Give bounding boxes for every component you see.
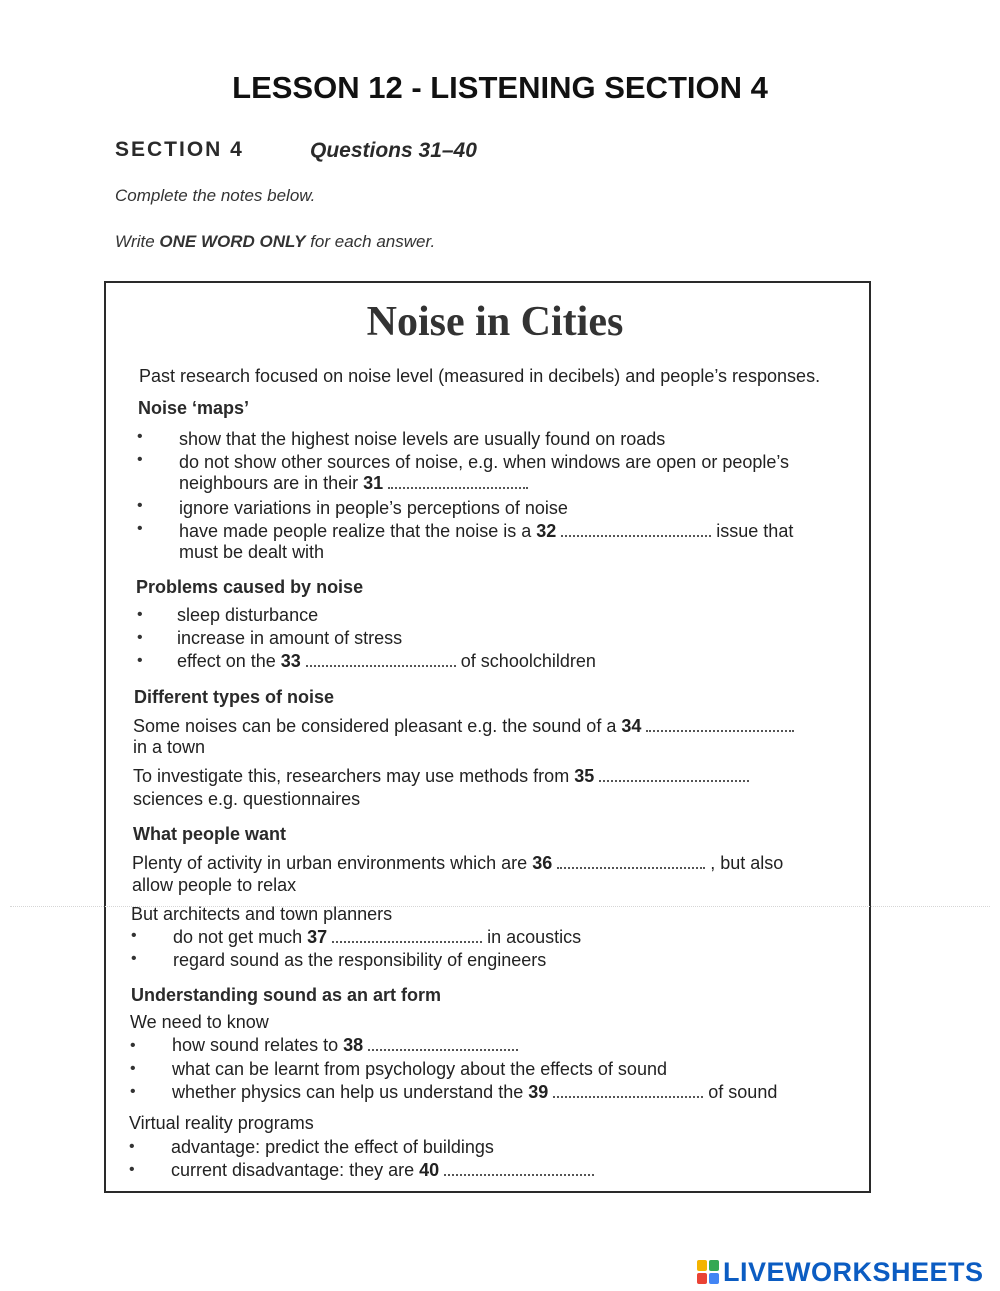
- maps-bullet-1: show that the highest noise levels are usually found on roads: [179, 429, 666, 449]
- bullet-icon: •: [131, 927, 137, 944]
- line-text: effect on the: [177, 651, 281, 671]
- section-label: SECTION 4: [115, 138, 244, 161]
- heading-want: What people want: [133, 824, 286, 844]
- instruction-text: for each answer.: [305, 232, 436, 251]
- art-bullet-3: [172, 1082, 777, 1103]
- question-number-31: 31: [363, 473, 384, 493]
- questions-label: Questions 31–40: [310, 139, 477, 162]
- question-number-32: 32: [536, 521, 557, 541]
- answer-blank-40[interactable]: [444, 1160, 594, 1176]
- instruction-word-limit: [115, 232, 435, 252]
- question-number-39: 39: [528, 1082, 549, 1102]
- want-bullet-1: [173, 927, 581, 948]
- bullet-icon: •: [137, 428, 143, 445]
- bullet-icon: •: [130, 1037, 136, 1054]
- question-number-37: 37: [307, 927, 328, 947]
- bullet-icon: •: [131, 950, 137, 967]
- line-text: do not get much: [173, 927, 308, 947]
- question-number-36: 36: [532, 853, 553, 873]
- line-text: Some noises can be considered pleasant e.g. the sound of a: [133, 716, 622, 736]
- question-number-33: 33: [280, 651, 301, 671]
- logo-tile-i: [709, 1260, 719, 1271]
- heading-problems: Problems caused by noise: [136, 577, 364, 597]
- answer-blank-37[interactable]: [332, 927, 482, 943]
- logo-tile-e: [709, 1273, 719, 1284]
- problems-bullet-3: [177, 651, 596, 672]
- art-paragraph-2: Virtual reality programs: [129, 1113, 314, 1133]
- bullet-icon: •: [137, 451, 143, 468]
- maps-bullet-3: ignore variations in people’s perceptions of noise: [179, 498, 568, 518]
- liveworksheets-brand[interactable]: [697, 1257, 984, 1287]
- types-paragraph-1: [133, 716, 794, 737]
- notes-title: Noise in Cities: [366, 299, 624, 345]
- bullet-icon: •: [130, 1083, 136, 1100]
- bullet-icon: •: [130, 1060, 136, 1077]
- answer-blank-34[interactable]: [646, 716, 794, 732]
- instruction-complete: Complete the notes below.: [115, 186, 316, 205]
- line-text: have made people realize that the noise is a: [179, 521, 537, 541]
- types-paragraph-2-cont: sciences e.g. questionnaires: [133, 789, 361, 809]
- logo-tile-v: [697, 1273, 707, 1284]
- lesson-title: LESSON 12 - LISTENING SECTION 4: [232, 70, 768, 105]
- heading-noise-maps: Noise ‘maps’: [138, 398, 250, 418]
- question-number-35: 35: [574, 766, 595, 786]
- problems-bullet-1: sleep disturbance: [177, 605, 319, 625]
- intro-text: Past research focused on noise level (measured in decibels) and people’s responses.: [139, 366, 821, 386]
- art-bullet-5: [171, 1160, 594, 1181]
- bullet-icon: •: [137, 606, 143, 623]
- line-text: of schoolchildren: [455, 651, 596, 671]
- bullet-icon: •: [129, 1161, 135, 1178]
- logo-tile-l: [697, 1260, 707, 1271]
- line-text: issue that: [711, 521, 794, 541]
- art-bullet-2: what can be learnt from psychology about the effects of sound: [172, 1059, 667, 1079]
- brand-name: LIVEWORKSHEETS: [723, 1256, 984, 1287]
- bullet-icon: •: [137, 520, 143, 537]
- maps-bullet-4-cont: must be dealt with: [179, 542, 325, 562]
- art-bullet-1: [172, 1035, 518, 1056]
- answer-blank-36[interactable]: [557, 853, 705, 869]
- want-paragraph-1: [132, 853, 783, 874]
- line-text: of sound: [703, 1082, 778, 1102]
- bullet-icon: •: [137, 629, 143, 646]
- answer-blank-31[interactable]: [388, 473, 528, 489]
- line-text: Plenty of activity in urban environments which are: [132, 853, 533, 873]
- art-bullet-4: advantage: predict the effect of buildings: [171, 1137, 494, 1157]
- answer-blank-32[interactable]: [561, 521, 711, 537]
- maps-bullet-2: do not show other sources of noise, e.g. when windows are open or people’s: [179, 452, 790, 472]
- liveworksheets-logo-icon: [697, 1260, 719, 1284]
- line-text: neighbours are in their: [179, 473, 364, 493]
- answer-blank-35[interactable]: [599, 766, 749, 782]
- heading-art-form: Understanding sound as an art form: [131, 985, 442, 1005]
- heading-types: Different types of noise: [134, 687, 335, 707]
- question-number-34: 34: [621, 716, 642, 736]
- line-text: To investigate this, researchers may use methods from: [133, 766, 575, 786]
- want-bullet-2: regard sound as the responsibility of engineers: [173, 950, 547, 970]
- maps-bullet-4: [179, 521, 793, 542]
- problems-bullet-2: increase in amount of stress: [177, 628, 403, 648]
- line-text: current disadvantage: they are: [171, 1160, 420, 1180]
- line-text: , but also: [705, 853, 784, 873]
- bullet-icon: •: [137, 652, 143, 669]
- answer-blank-39[interactable]: [553, 1082, 703, 1098]
- maps-bullet-2-cont: [179, 473, 528, 494]
- bullet-icon: •: [129, 1138, 135, 1155]
- answer-blank-33[interactable]: [306, 651, 456, 667]
- art-paragraph-1: We need to know: [130, 1012, 269, 1032]
- instruction-text: Write: [115, 232, 160, 251]
- want-paragraph-1-cont: allow people to relax: [132, 875, 297, 895]
- line-text: how sound relates to: [172, 1035, 344, 1055]
- line-text: in acoustics: [482, 927, 582, 947]
- types-paragraph-1-cont: in a town: [133, 737, 206, 757]
- bullet-icon: •: [137, 497, 143, 514]
- answer-blank-38[interactable]: [368, 1035, 518, 1051]
- line-text: whether physics can help us understand the: [172, 1082, 529, 1102]
- question-number-38: 38: [343, 1035, 364, 1055]
- instruction-bold: ONE WORD ONLY: [159, 232, 306, 251]
- types-paragraph-2: [133, 766, 749, 787]
- question-number-40: 40: [419, 1160, 440, 1180]
- want-paragraph-2: But architects and town planners: [131, 904, 393, 924]
